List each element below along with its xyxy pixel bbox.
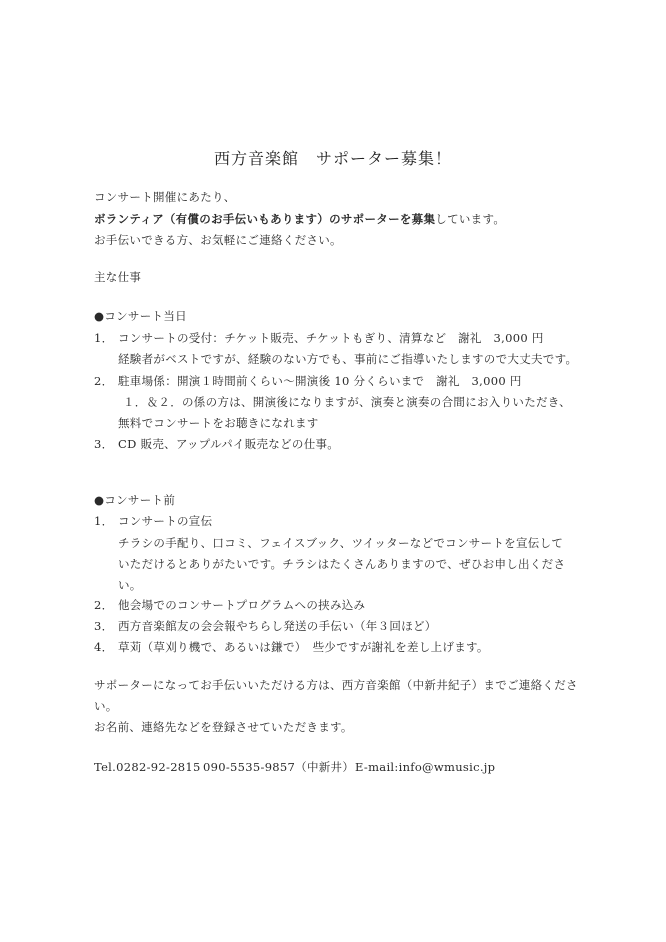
- item-text: CD 販売、アップルパイ販売などの仕事。: [118, 437, 340, 451]
- section2-item-1-note-1: チラシの手配り、口コミ、フェイスブック、ツイッターなどでコンサートを宣伝して: [118, 536, 564, 550]
- item-number: 2．: [94, 598, 114, 612]
- item-number: 1．: [94, 514, 114, 528]
- section2-item-1-note-2: いただけるとありがたいです。チラシはたくさんありますので、ぜひお申し出くださ: [118, 557, 566, 571]
- item-number: 3．: [94, 437, 114, 451]
- item-number: 1．: [94, 331, 114, 345]
- closing-line-3: お名前、連絡先などを登録させていただきます。: [94, 720, 353, 734]
- section1-item-2-note-2: 無料でコンサートをお聴きになれます: [118, 416, 319, 430]
- item-number: 3．: [94, 619, 114, 633]
- contact-mobile: 090-5535-9857（中新井）: [203, 760, 355, 774]
- section1-item-2-note-1: １．＆２．の係の方は、開演後になりますが、演奏と演奏の合間にお入りいただき、: [123, 395, 571, 409]
- section2-item-2: [94, 598, 365, 612]
- intro-line-2: [94, 212, 505, 226]
- section1-item-1-note: 経験者がベストですが、経験のない方でも、事前にご指導いたしますので大丈夫です。: [118, 352, 578, 366]
- section2-item-3: [94, 619, 437, 633]
- closing-line-1: サポーターになってお手伝いいただける方は、西方音楽館（中新井紀子）までご連絡くださ: [94, 678, 578, 692]
- section2-item-1: [94, 514, 212, 528]
- intro-line-3: お手伝いできる方、お気軽にご連絡ください。: [94, 233, 342, 247]
- section1-item-2: [94, 374, 522, 388]
- closing-line-2: い。: [94, 699, 118, 713]
- intro-line-2-rest: しています。: [435, 212, 506, 226]
- contact-email: E-mail:info@wmusic.jp: [355, 760, 496, 774]
- page-title: 西方音楽館 サポーター募集！: [213, 149, 452, 168]
- item-text: 他会場でのコンサートプログラムへの挟み込み: [118, 598, 366, 612]
- item-text: 駐車場係：開演１時間前くらい〜開演後 10 分くらいまで 謝礼 3,000 円: [118, 374, 522, 388]
- section2-item-4: [94, 640, 489, 654]
- item-number: 2．: [94, 374, 114, 388]
- intro-line-1: コンサート開催にあたり、: [94, 190, 236, 204]
- item-text: コンサートの受付：チケット販売、チケットもぎり、清算など 謝礼 3,000 円: [118, 331, 544, 345]
- intro-line-2-bold: ボランティア（有償のお手伝いもあります）のサポーターを募集: [94, 212, 436, 226]
- item-text: 草苅（草刈り機で、あるいは鎌で） 些少ですが謝礼を差し上げます。: [118, 640, 489, 654]
- contact-tel: Tel.0282-92-2815: [94, 760, 201, 774]
- main-work-heading: 主な仕事: [94, 270, 142, 284]
- section1-item-3: [94, 437, 339, 451]
- section1-item-1: [94, 331, 544, 345]
- item-text: 西方音楽館友の会会報やちらし発送の手伝い（年３回ほど）: [118, 619, 437, 633]
- section2-item-1-note-3: い。: [118, 578, 142, 592]
- item-text: コンサートの宣伝: [118, 514, 213, 528]
- section2-heading: ●コンサート前: [94, 493, 176, 507]
- item-number: 4．: [94, 640, 114, 654]
- section1-heading: ●コンサート当日: [94, 309, 187, 323]
